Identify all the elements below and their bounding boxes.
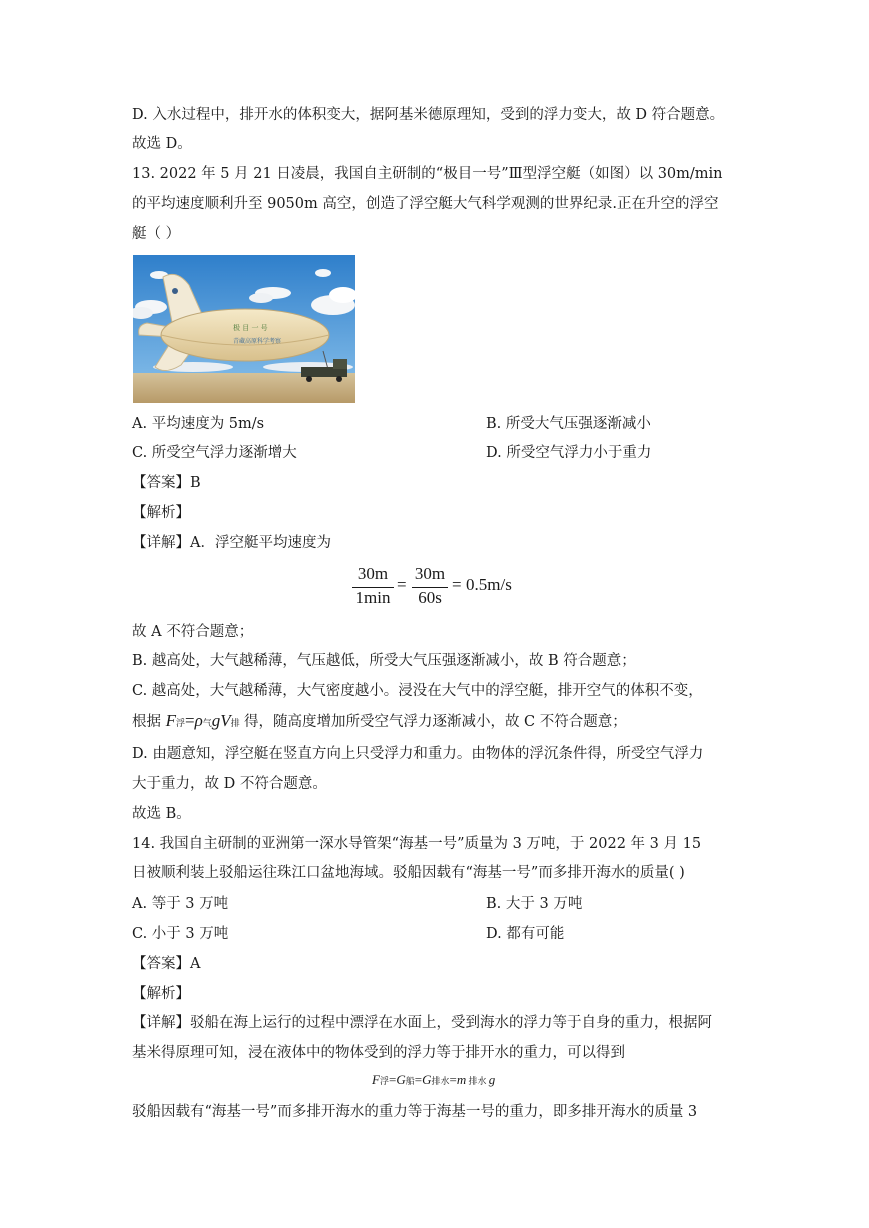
- q13-a-conclusion: 故 A 不符合题意；: [132, 624, 254, 640]
- equals-sign: =: [185, 711, 195, 730]
- buoyancy-equality-formula: [372, 1072, 495, 1088]
- speed-formula: [352, 564, 522, 614]
- q13-c-explanation-2: [132, 711, 627, 733]
- prev-answer-choice: 故选 D。: [132, 136, 192, 152]
- fraction2-numerator: 30m: [414, 564, 446, 583]
- formula-F: F: [372, 1072, 380, 1087]
- formula-F: F: [165, 711, 176, 730]
- q13-answer: 【答案】B: [132, 475, 201, 491]
- q13-d-explanation: D. 由题意知，浮空艇在竖直方向上只受浮力和重力。由物体的浮沉条件得，所受空气浮力: [132, 746, 704, 762]
- text-fragment: 根据: [132, 714, 161, 730]
- speed-result: 0.5m/s: [466, 575, 512, 594]
- q13-answer-choice: 故选 B。: [132, 806, 191, 822]
- q13-d-explanation-2: 大于重力，故 D 不符合题意。: [132, 776, 327, 792]
- formula-sub: 排水: [431, 1076, 450, 1086]
- equals-sign: =: [452, 575, 462, 594]
- option-d-explanation-prev: D. 入水过程中，排开水的体积变大，据阿基米德原理知，受到的浮力变大，故 D 符合题意。: [132, 107, 725, 123]
- formula-gV: gV: [211, 711, 231, 730]
- fraction1-denominator: 1min: [355, 588, 391, 607]
- q14-stem-line2: 日被顺利装上驳船运往珠江口盆地海域。驳船因载有“海基一号”而多排开海水的质量( ): [132, 865, 685, 881]
- q14-detail-line2: 基米得原理可知，浸在液体中的物体受到的浮力等于排开水的重力，可以得到: [132, 1045, 625, 1061]
- q13-analysis-heading: 【解析】: [132, 505, 190, 521]
- q14-option-a: A. 等于 3 万吨: [132, 896, 229, 912]
- q13-stem-line3: 艇（ ）: [132, 226, 181, 242]
- equals-sign: =: [388, 1072, 397, 1087]
- formula-sub: 排水: [466, 1076, 489, 1086]
- q13-option-d: D. 所受空气浮力小于重力: [486, 445, 652, 461]
- q13-option-c: C. 所受空气浮力逐渐增大: [132, 445, 297, 461]
- fraction2-denominator: 60s: [418, 588, 442, 607]
- q13-stem-line2: 的平均速度顺利升至 9050m 高空，创造了浮空艇大气科学观测的世界纪录.正在升空的浮空: [132, 196, 719, 212]
- q13-option-b: B. 所受大气压强逐渐减小: [486, 416, 651, 432]
- formula-sub: 排: [230, 718, 240, 728]
- formula-rho: ρ: [194, 711, 203, 730]
- q14-answer: 【答案】A: [132, 956, 201, 972]
- airship-subtitle-text: 青藏高原科学考察: [233, 338, 282, 345]
- airship-photo: [133, 255, 355, 403]
- q13-option-a: A. 平均速度为 5m/s: [132, 416, 265, 432]
- q13-stem-line1: 13. 2022 年 5 月 21 日凌晨，我国自主研制的“极目一号”Ⅲ型浮空艇（如图）以 30m/min: [132, 166, 723, 182]
- q14-analysis-heading: 【解析】: [132, 986, 190, 1002]
- formula-g: g: [488, 1072, 496, 1087]
- formula-sub: 船: [405, 1076, 415, 1086]
- equals-sign: =: [414, 1072, 423, 1087]
- equals-sign: =: [397, 575, 407, 594]
- q14-detail-line3: 驳船因载有“海基一号”而多排开海水的重力等于海基一号的重力，即多排开海水的质量 3: [132, 1104, 698, 1120]
- formula-m: m: [456, 1072, 467, 1087]
- q13-c-explanation: C. 越高处，大气越稀薄，大气密度越小。浸没在大气中的浮空艇，排开空气的体积不变，: [132, 683, 703, 699]
- q14-stem-line1: 14. 我国自主研制的亚洲第一深水导管架“海基一号”质量为 3 万吨，于 2022 年 3 月 15: [132, 836, 702, 852]
- airship-name-text: 极 目 一 号: [233, 324, 268, 332]
- q14-option-d: D. 都有可能: [486, 926, 565, 942]
- fraction1-numerator: 30m: [357, 564, 389, 583]
- buoyancy-formula: [166, 711, 244, 730]
- q13-detail-a: 【详解】A．浮空艇平均速度为: [132, 535, 331, 551]
- formula-G: G: [396, 1072, 406, 1087]
- q14-option-c: C. 小于 3 万吨: [132, 926, 229, 942]
- text-fragment: 得，随高度增加所受空气浮力逐渐减小，故 C 不符合题意；: [243, 714, 627, 730]
- q14-detail-line1: 【详解】驳船在海上运行的过程中漂浮在水面上，受到海水的浮力等于自身的重力，根据阿: [132, 1015, 712, 1031]
- formula-G: G: [422, 1072, 432, 1087]
- formula-sub: 浮: [176, 718, 186, 728]
- q14-option-b: B. 大于 3 万吨: [486, 896, 583, 912]
- equals-sign: =: [449, 1072, 457, 1087]
- formula-sub: 气: [202, 718, 212, 728]
- formula-sub: 浮: [379, 1076, 389, 1086]
- q13-b-explanation: B. 越高处，大气越稀薄，气压越低，所受大气压强逐渐减小，故 B 符合题意；: [132, 653, 636, 669]
